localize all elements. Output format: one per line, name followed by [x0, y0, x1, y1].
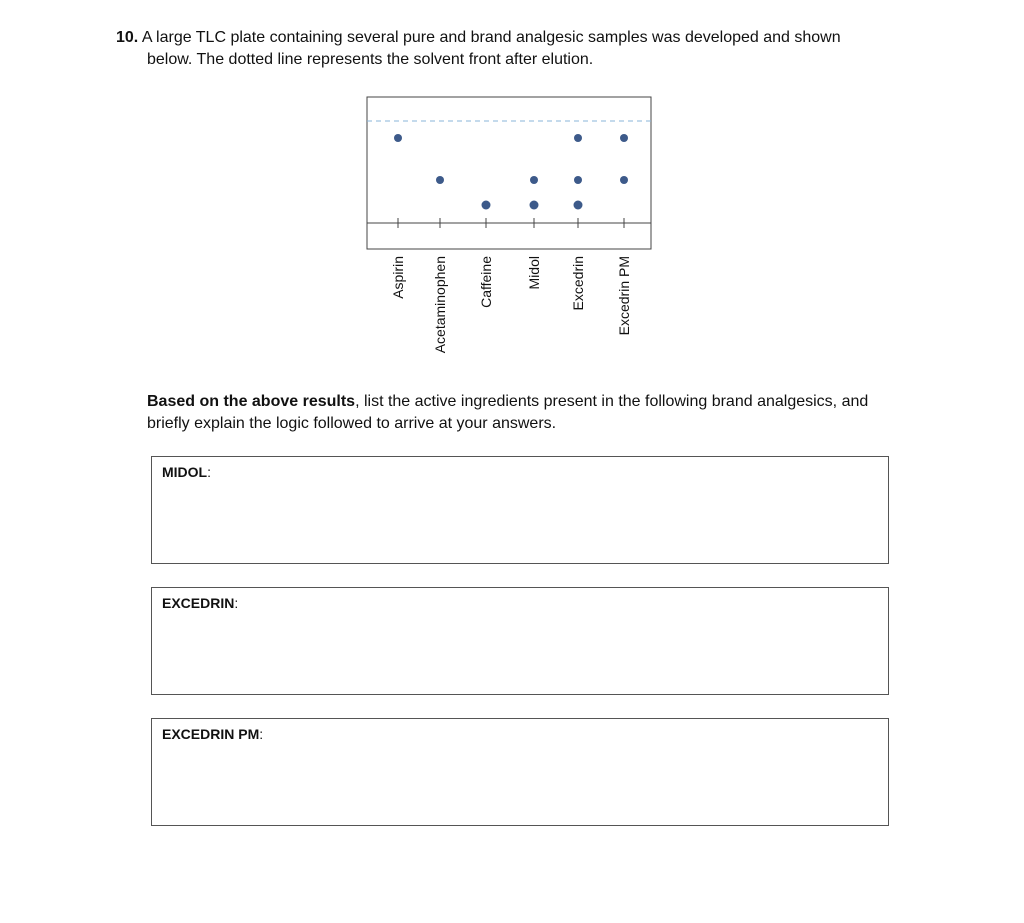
question-text: [116, 27, 916, 71]
spot-midol-mid: [530, 176, 538, 184]
lane-label-excedrin: Excedrin: [570, 256, 586, 311]
instructions-line-1: , list the active ingredients present in the following brand analgesics, and: [355, 393, 869, 410]
spot-excedrin-low: [574, 201, 583, 210]
spot-midol-low: [530, 201, 539, 210]
instructions-lead: Based on the above results: [147, 393, 356, 410]
spot-excedrin-pm-mid: [620, 176, 628, 184]
instructions-line-2: briefly explain the logic followed to arrive at your answers.: [147, 415, 557, 432]
lane-label-aspirin: Aspirin: [390, 256, 406, 299]
lane-label-midol: Midol: [526, 256, 542, 290]
question-line-1: A large TLC plate containing several pure and brand analgesic samples was developed and shown: [141, 29, 841, 46]
excedrin-pm-label: EXCEDRIN PM:: [162, 726, 264, 742]
spot-excedrin-high: [574, 134, 582, 142]
tlc-plate-svg: [360, 90, 660, 380]
spot-caffeine-low: [482, 201, 491, 210]
excedrin-label: EXCEDRIN:: [162, 595, 239, 611]
spot-excedrin-pm-high: [620, 134, 628, 142]
excedrin-pm-answer-box[interactable]: [151, 718, 889, 826]
midol-answer-box[interactable]: [151, 456, 889, 564]
lane-label-caffeine: Caffeine: [478, 256, 494, 308]
lane-label-excedrin-pm: Excedrin PM: [616, 256, 632, 336]
spot-excedrin-mid: [574, 176, 582, 184]
excedrin-answer-box[interactable]: [151, 587, 889, 695]
excedrin-answer-field[interactable]: [160, 618, 882, 692]
question-number: 10.: [116, 29, 139, 46]
midol-answer-field[interactable]: [160, 487, 882, 561]
lane-labels: [390, 256, 632, 353]
tlc-plate-figure: [360, 90, 660, 380]
lane-label-acetaminophen: Acetaminophen: [432, 256, 448, 354]
spot-acetaminophen-mid: [436, 176, 444, 184]
midol-label: MIDOL:: [162, 464, 211, 480]
tlc-plate-border: [367, 97, 651, 249]
excedrin-pm-answer-field[interactable]: [160, 749, 882, 823]
question-line-2: below. The dotted line represents the solvent front after elution.: [147, 51, 594, 68]
spot-aspirin-high: [394, 134, 402, 142]
instructions-text: [147, 391, 927, 435]
